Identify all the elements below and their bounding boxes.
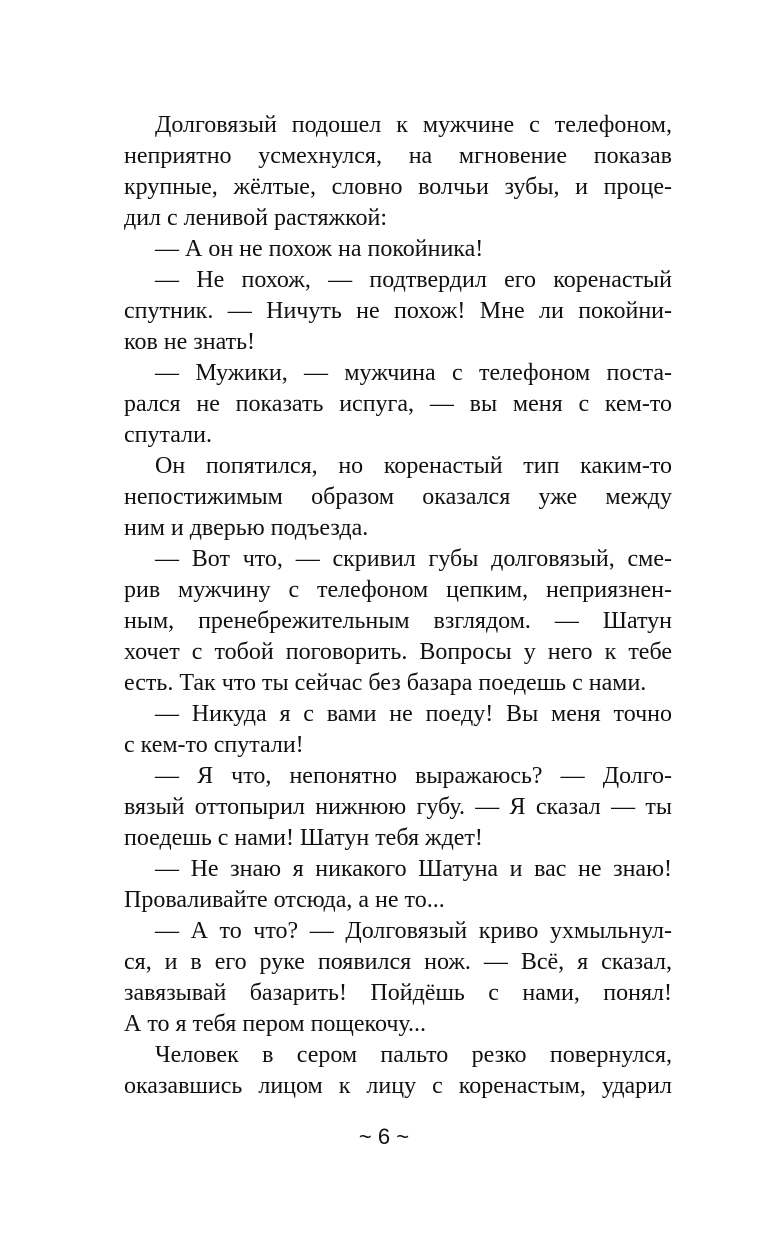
body-text [124, 110, 672, 1102]
text-line: дил с ленивой растяжкой: [124, 205, 388, 231]
text-line: неприятно усмехнулся, на мгновение показав [124, 143, 672, 169]
text-line: рив мужчину с телефоном цепким, неприязнен- [124, 577, 672, 603]
text-line: Человек в сером пальто резко повернулся, [155, 1042, 672, 1068]
page-number: ~ 6 ~ [358, 1124, 410, 1149]
text-line: Долговязый подошел к мужчине с телефоном, [155, 112, 672, 138]
text-line: ков не знать! [124, 329, 256, 355]
text-line: вязый оттопырил нижнюю губу. — Я сказал — ты [124, 794, 672, 820]
text-line: ним и дверью подъезда. [124, 515, 369, 541]
text-line: — Не знаю я никакого Шатуна и вас не знаю! [155, 856, 672, 882]
text-line: есть. Так что ты сейчас без базара поедешь с нами. [124, 670, 647, 696]
text-line: оказавшись лицом к лицу с коренастым, ударил [124, 1073, 672, 1099]
text-line: Проваливайте отсюда, а не то... [124, 887, 445, 913]
text-line: завязывай базарить! Пойдёшь с нами, понял! [124, 980, 672, 1006]
text-line: ным, пренебрежительным взглядом. — Шатун [124, 608, 672, 634]
text-line: — Вот что, — скривил губы долговязый, сме- [155, 546, 672, 572]
text-line: поедешь с нами! Шатун тебя ждет! [124, 825, 483, 851]
text-line: А то я тебя пером пощекочу... [124, 1011, 427, 1037]
text-line: — Я что, непонятно выражаюсь? — Долго- [155, 763, 672, 789]
text-line: — А то что? — Долговязый криво ухмыльнул- [155, 918, 672, 944]
text-line: непостижимым образом оказался уже между [124, 484, 672, 510]
text-line: хочет с тобой поговорить. Вопросы у него к тебе [124, 639, 672, 665]
text-line: крупные, жёлтые, словно волчьи зубы, и проце- [124, 174, 672, 200]
text-line: с кем-то спутали! [124, 732, 304, 758]
text-line: — А он не похож на покойника! [155, 236, 484, 262]
text-line: спутник. — Ничуть не похож! Мне ли покойни- [124, 298, 672, 324]
text-line: Он попятился, но коренастый тип каким-то [155, 453, 672, 479]
text-line: — Мужики, — мужчина с телефоном поста- [155, 360, 672, 386]
text-line: спутали. [124, 422, 212, 448]
text-line: рался не показать испуга, — вы меня с кем-то [124, 391, 672, 417]
text-line: ся, и в его руке появился нож. — Всё, я сказал, [124, 949, 672, 975]
text-line: — Не похож, — подтвердил его коренастый [155, 267, 672, 293]
text-line: — Никуда я с вами не поеду! Вы меня точно [155, 701, 672, 727]
